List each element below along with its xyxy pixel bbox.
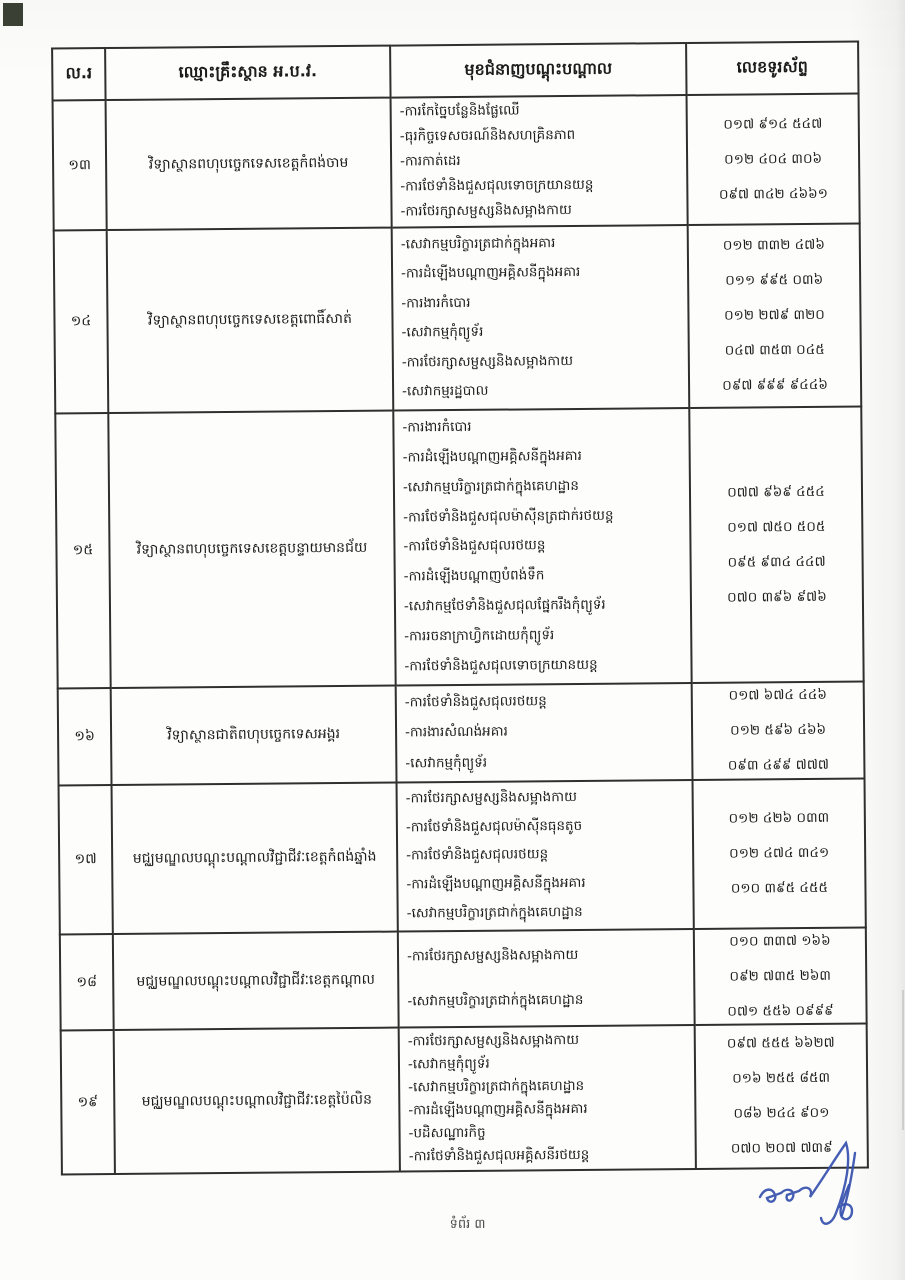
institution-name: មជ្ឈមណ្ឌលបណ្តុះបណ្តាលវិជ្ជាជីវៈខេត្តកណ្តាល <box>136 971 376 990</box>
phone-number: ០៤៧ ៣៥៣ ០៤៥ <box>724 341 825 359</box>
phone-number: ០១៧ ៩១៤ ៥៤៧ <box>723 115 823 133</box>
row-number-cell <box>61 1030 115 1174</box>
institutions-table <box>51 40 869 1175</box>
training-skills-cell <box>393 408 691 686</box>
row-number-cell <box>58 688 112 785</box>
skill-item: -ធុរកិច្ចទេសចរណ៍និងសហគ្រិនភាព <box>399 127 576 145</box>
table-row <box>59 778 866 934</box>
skill-item: -សេវាកម្មបរិក្ខារត្រជាក់ក្នុងគេហដ្ឋាន <box>407 991 584 1009</box>
training-skills-cell <box>397 780 694 932</box>
header-no-label: ល.រ <box>65 63 93 83</box>
header-phone-label: លេខទូរស័ព្ទ <box>736 56 808 77</box>
phone-number: ០៧០ ២០៧ ៧៣៩ <box>730 1139 833 1157</box>
phone-numbers-cell <box>693 778 866 928</box>
skill-item: -ការដំឡើងបណ្តាញអគ្គិសនីក្នុងអគារ <box>408 1100 588 1118</box>
phone-number: ០១២ ២៧៩ ៣២០ <box>724 306 825 324</box>
skill-item: -ការថែរក្សាសម្ផស្សនិងសម្អាងកាយ <box>401 352 574 371</box>
training-skills-cell <box>396 683 693 783</box>
table-row <box>61 1023 868 1174</box>
phone-number: ០១០ ៣៣៧ ១៦៦ <box>729 932 831 950</box>
phone-number: ០១២ ៤២៦ ០៣៣ <box>728 809 830 827</box>
phone-number: ០១៧ ៦៧៤ ៤៤៦ <box>728 686 827 704</box>
institution-name: វិទ្យាស្ថានជាតិពហុបច្ចេកទេសអង្គរ <box>167 726 341 744</box>
phone-number: ០៩៥ ៩៣៤ ៤៤៧ <box>727 553 826 571</box>
page-number-footer: ទំព័រ ៣ <box>449 1217 486 1232</box>
skill-item: -ការដំឡើងបណ្តាញអគ្គិសនីក្នុងអគារ <box>401 264 581 282</box>
phone-number: ០៩៧ ៩៩៩ ៩៤៤៦ <box>722 376 828 394</box>
institution-name-cell <box>111 686 397 785</box>
phone-number: ០៩៧ ៥៥៥ ៦៦២៧ <box>726 1034 835 1052</box>
phone-number: ០៩៣ ៤៩៩ ៧៧៧ <box>727 756 830 774</box>
institution-name-cell <box>106 98 392 230</box>
row-number-cell <box>53 100 107 230</box>
skill-item: -ការថែទាំនិងជួសជុលអគ្គិសនីរថយន្ត <box>408 1146 590 1164</box>
phone-numbers-cell <box>692 681 865 779</box>
header-no <box>52 48 105 100</box>
skill-item: -សេវាកម្មកុំព្យូទ័រ <box>401 324 484 341</box>
skill-item: -ការថែរក្សាសម្ផស្សនិងសម្អាងកាយ <box>400 201 572 220</box>
phone-numbers-cell <box>694 927 867 1024</box>
scan-artifact-mark <box>3 3 23 26</box>
phone-number: ០១៧ ៧៥០ ៥០៥ <box>727 518 826 536</box>
skill-item: -ការថែរក្សាសម្ផស្សនិងសម្អាងកាយ <box>405 789 577 807</box>
skill-item: -ការកែច្នៃបន្លែនិងផ្លែឈើ <box>399 102 520 120</box>
row-number: ១៥ <box>72 542 94 559</box>
header-phone <box>686 41 858 94</box>
skill-item: -សេវាកម្មកុំព្យូទ័រ <box>405 754 488 772</box>
skill-item: -សេវាកម្មបរិក្ខារត្រជាក់ក្នុងគេហដ្ឋាន <box>406 903 583 922</box>
institutions-table-wrapper <box>51 41 867 1176</box>
institution-name: វិទ្យាស្ថានពហុបច្ចេកទេសខេត្តបន្ទាយមានជ័យ <box>136 539 368 558</box>
row-number-cell <box>55 413 110 688</box>
institution-name: មជ្ឈមណ្ឌលបណ្តុះបណ្តាលវិជ្ជាជីវៈខេត្តកំពង់ឆ្នាំង <box>132 848 377 867</box>
training-skills-cell <box>399 1025 696 1172</box>
skill-item: -ការថែទាំនិងជួសជុលម៉ាស៊ីនធុនតូច <box>405 817 583 836</box>
row-number-cell <box>54 230 109 413</box>
institution-name-cell <box>112 783 398 934</box>
institution-name: មជ្ឈមណ្ឌលបណ្តុះបណ្តាលវិជ្ជាជីវៈខេត្តប៉ៃលិន <box>141 1091 372 1110</box>
skill-item: -ការដំឡើងបណ្តាញអគ្គិសនីក្នុងអគារ <box>402 447 582 466</box>
phone-number: ០១១ ៩៩៥ ០៣៦ <box>725 271 824 289</box>
row-number: ១៩ <box>77 1093 99 1110</box>
skill-item: -ការងារកំបោរ <box>401 294 471 312</box>
header-training-skills-label: មុខជំនាញបណ្តុះបណ្តាល <box>464 58 613 79</box>
skill-item: -សេវាកម្មរដ្ឋបាល <box>402 382 489 400</box>
institution-name-cell <box>107 228 394 413</box>
skill-item: -ការកាត់ដេរ <box>400 152 461 170</box>
skill-item: -ការថែទាំនិងជួសជុលម៉ាស៊ីនត្រជាក់រថយន្ត <box>403 507 614 526</box>
table-body <box>53 93 868 1174</box>
row-number-cell <box>59 785 113 934</box>
skill-item: -ការថែទាំនិងជួសជុលរថយន្ត <box>404 693 547 711</box>
phone-number: ០៧៧ ៩៦៩ ៤៥៤ <box>727 483 825 501</box>
row-number: ១៤ <box>70 313 92 330</box>
phone-number: ០១៦ ២៥៥ ៨៥៣ <box>732 1069 831 1087</box>
phone-number: ០១២ ៥៩៦ ៤៦៦ <box>730 721 827 739</box>
header-institution-name-label: ឈ្មោះគ្រឹះស្ថាន អ.ប.វ. <box>178 61 318 82</box>
skill-item: -ការថែទាំនិងជួសជុលទោចក្រយានយន្ត <box>400 176 594 195</box>
skill-item: -ការថែទាំនិងជួសជុលរថយន្ត <box>403 537 546 555</box>
training-skills-cell <box>398 929 695 1028</box>
row-number: ១៦ <box>74 728 95 745</box>
table-header-row <box>52 41 858 100</box>
header-training-skills <box>390 43 686 98</box>
training-skills-cell <box>392 225 690 411</box>
phone-number: ០១២ ៣៣២ ៤៧៦ <box>722 236 825 254</box>
header-institution-name <box>105 46 390 100</box>
skill-item: -ការថែរក្សាសម្ផស្សនិងសម្អាងកាយ <box>407 1031 580 1049</box>
row-number: ១៨ <box>76 973 98 990</box>
phone-numbers-cell <box>689 406 863 682</box>
signature-ink <box>752 1135 905 1255</box>
phone-number: ០៩២ ៧៣៥ ២៦៣ <box>729 967 831 985</box>
table-row <box>60 927 867 1030</box>
skill-item: -ការរចនាក្រាហ្វិកដោយកុំព្យូទ័រ <box>404 627 555 645</box>
phone-number: ០១០ ៣៩៥ ៤៥៥ <box>730 879 829 897</box>
table-row <box>53 93 860 230</box>
institution-name-cell <box>113 932 399 1030</box>
skill-item: -ការងារកំបោរ <box>402 418 472 436</box>
institution-name-cell <box>108 411 395 688</box>
row-number: ១៣ <box>68 156 91 173</box>
skill-item: -ការថែទាំនិងជួសជុលរថយន្ត <box>406 846 549 864</box>
phone-number: ០៩៧ ៣៤២ ៤៦៦១ <box>718 185 828 203</box>
row-number-cell <box>60 934 114 1030</box>
phone-number: ០៧១ ៥៥៦ ០៩៩៩ <box>727 1002 834 1020</box>
skill-item: -សេវាកម្មថែទាំនិងជួសជុលផ្នែករឹងកុំព្យូទ័រ <box>403 596 606 615</box>
institution-name-cell <box>114 1028 400 1174</box>
institution-name: វិទ្យាស្ថានពហុបច្ចេកទេសខេត្តពោធិ៍សាត់ <box>147 310 352 329</box>
institution-name: វិទ្យាស្ថានពហុបច្ចេកទេសខេត្តកំពង់ចាម <box>148 154 349 173</box>
skill-item: -ការថែរក្សាសម្ផស្សនិងសម្អាងកាយ <box>406 946 579 964</box>
row-number: ១៧ <box>74 851 97 868</box>
skill-item: -សេវាកម្មកុំព្យូទ័រ <box>407 1055 490 1072</box>
phone-numbers-cell <box>687 93 860 224</box>
phone-number: ០៧០ ៣៩៦ ៩៧៦ <box>727 588 827 606</box>
table-row <box>55 406 863 688</box>
skill-item: -សេវាកម្មបរិក្ខារត្រជាក់ក្នុងអគារ <box>400 234 556 253</box>
phone-number: ០១២ ៤៧៤ ៣៤១ <box>729 844 830 862</box>
training-skills-cell <box>391 95 688 228</box>
table-row <box>54 223 862 413</box>
phone-number: ០៨៦ ២៤៤ ៩០១ <box>733 1104 830 1122</box>
skill-item: -ការដំឡើងបណ្តាញបំពង់ទឹក <box>403 567 545 585</box>
phone-number: ០១២ ៤០៤ ៣០៦ <box>724 150 823 168</box>
skill-item: -សេវាកម្មបរិក្ខារត្រជាក់ក្នុងគេហដ្ឋាន <box>408 1077 585 1095</box>
table-row <box>58 681 865 785</box>
scan-edge-artifact <box>902 990 904 1130</box>
skill-item: -ការងារសំណង់អគារ <box>405 724 508 741</box>
skill-item: -សេវាកម្មបរិក្ខារត្រជាក់ក្នុងគេហដ្ឋាន <box>402 477 580 496</box>
skill-item: -បដិសណ្ឋារកិច្ច <box>408 1124 486 1141</box>
phone-numbers-cell <box>688 223 862 407</box>
skill-item: -ការថែទាំនិងជួសជុលទោចក្រយានយន្ត <box>404 656 598 675</box>
skill-item: -ការដំឡើងបណ្តាញអគ្គិសនីក្នុងអគារ <box>406 874 586 893</box>
